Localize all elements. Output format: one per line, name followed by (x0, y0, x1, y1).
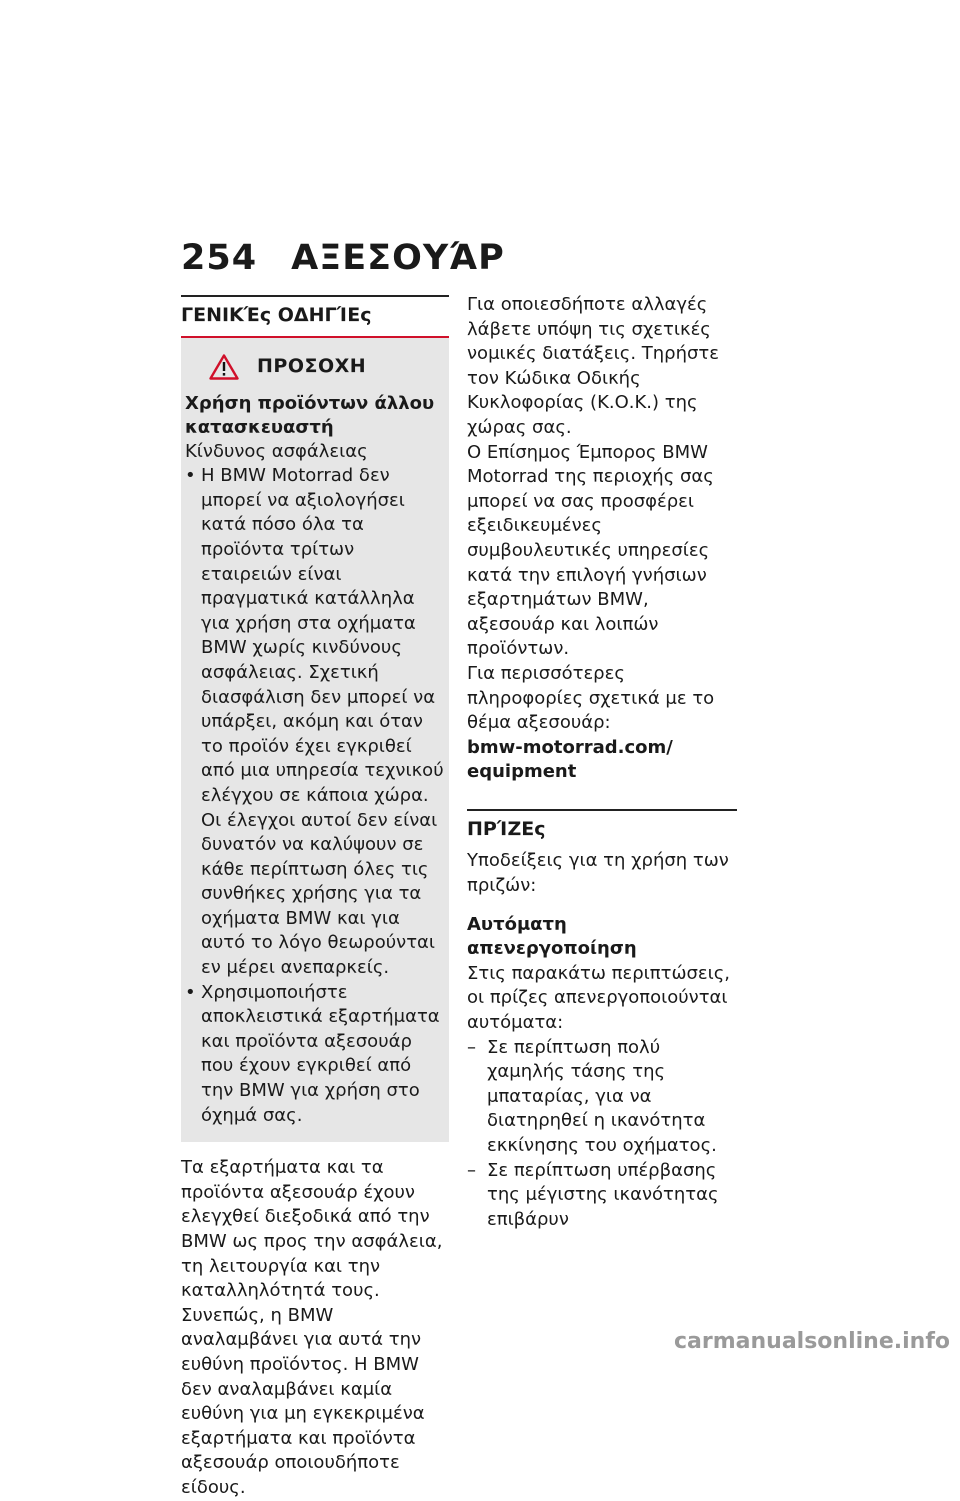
list-item (467, 1036, 737, 1159)
warning-bullet-text: Χρησιμοποιήστε αποκλειστικά εξαρτήματα και προϊόντα αξεσουάρ που έχουν εγκριθεί από την BMW για χρήση στο όχημά σας. (201, 981, 440, 1126)
warning-risk: Κίνδυνος ασφάλειας (185, 440, 368, 462)
auto-shutoff-text: Στις παρακάτω περιπτώσεις, οι πρίζες απενεργοποιούνται αυτόματα: (467, 962, 731, 1034)
warning-triangle-icon (209, 354, 239, 380)
page-title: ΑΞΕΣΟΥΆΡ (291, 238, 505, 278)
bullet-dot: • (185, 465, 196, 487)
general-paragraph: Ο Επίσημος Έμπορος BMW Motorrad της περιοχής σας μπορεί να σας προσφέρει εξειδικευμένες συμβουλευτικές υπηρεσίες κατά την επιλογή γνήσιων εξαρτημάτων BMW, αξεσουάρ και λοιπών προϊόντων. (467, 441, 714, 660)
general-paragraph: Τα εξαρτήματα και τα προϊόντα αξεσουάρ έχουν ελεγχθεί διεξοδικά από την BMW ως προς την ασφάλεια, τη λειτουργία και την καταλληλότητά τους. Συνεπώς, η BMW αναλαμβάνει για αυτά την ευθύνη προϊόντος. Η BMW δεν αναλαμβάνει καμία ευθύνη για μη εγκεκριμένα εξαρτήματα και προϊόντα αξεσουάρ οποιουδήποτε είδους. (181, 1157, 443, 1498)
warning-box (181, 338, 449, 1143)
section-title-sockets: ΠΡΊΖΕς (467, 817, 546, 840)
bullet-dot: • (185, 981, 196, 1003)
list-item-text: Σε περίπτωση πολύ χαμηλής τάσης της μπαταρίας, για να διατηρηθεί η ικανότητα εκκίνησης του οχήματος. (487, 1036, 717, 1156)
auto-shutoff-heading: Αυτόματη απενεργοποίηση (467, 913, 637, 960)
general-paragraph: Για οποιεσδήποτε αλλαγές λάβετε υπόψη τις σχετικές νομικές διατάξεις. Τηρήστε τον Κώδικα Οδικής Κυκλοφορίας (Κ.Ο.Κ.) της χώρας σας. (467, 294, 719, 438)
dash-mark: – (467, 1036, 476, 1058)
warning-bullet-text: Η BMW Motorrad δεν μπορεί να αξιολογήσει κατά πόσο όλα τα προϊόντα τρίτων εταιρειών είναι πραγματικά κατάλληλα για χρήση στα οχήματα BMW χωρίς κινδύνους ασφάλειας. Σχετική διασφάλιση δεν μπορεί να υπάρξει, ακόμη και όταν το προϊόν έχει εγκριθεί από μια υπηρεσία τεχνικού ελέγχου σε κάποια χώρα. Οι έλεγχοι αυτοί δεν είναι δυνατόν να καλύψουν σε κάθε περίπτωση όλες τις συνθήκες χρήσης για τα οχήματα BMW και για αυτό το λόγο θεωρούνται εν μέρει ανεπαρκείς. (201, 465, 444, 979)
warning-bullet (185, 981, 445, 1129)
section-divider (467, 809, 737, 811)
left-column (181, 295, 449, 1501)
warning-header (209, 354, 445, 380)
general-paragraph: Για περισσότερες πληροφορίες σχετικά με το θέμα αξεσουάρ: (467, 662, 715, 734)
accessories-link[interactable]: bmw-motorrad.com/ equipment (467, 736, 673, 783)
warning-subtitle: Χρήση προϊόντων άλλου κατασκευαστή (185, 392, 435, 438)
section-divider (181, 295, 449, 297)
section-title-general: ΓΕΝΙΚΈς ΟΔΗΓΊΕς (181, 304, 372, 326)
warning-bullet (185, 464, 445, 980)
page-number: 254 (181, 238, 258, 278)
right-column (467, 293, 737, 1232)
dash-mark: – (467, 1159, 476, 1181)
list-item-text: Σε περίπτωση υπέρβασης της μέγιστης ικανότητας επιβάρυν (487, 1159, 719, 1230)
warning-label: ΠΡΟΣΟΧΗ (257, 355, 367, 378)
page-header (181, 238, 505, 278)
sockets-intro: Υποδείξεις για τη χρήση των πριζών: (467, 850, 729, 897)
list-item (467, 1159, 737, 1233)
watermark-url: carmanualsonline.info (674, 1329, 950, 1354)
